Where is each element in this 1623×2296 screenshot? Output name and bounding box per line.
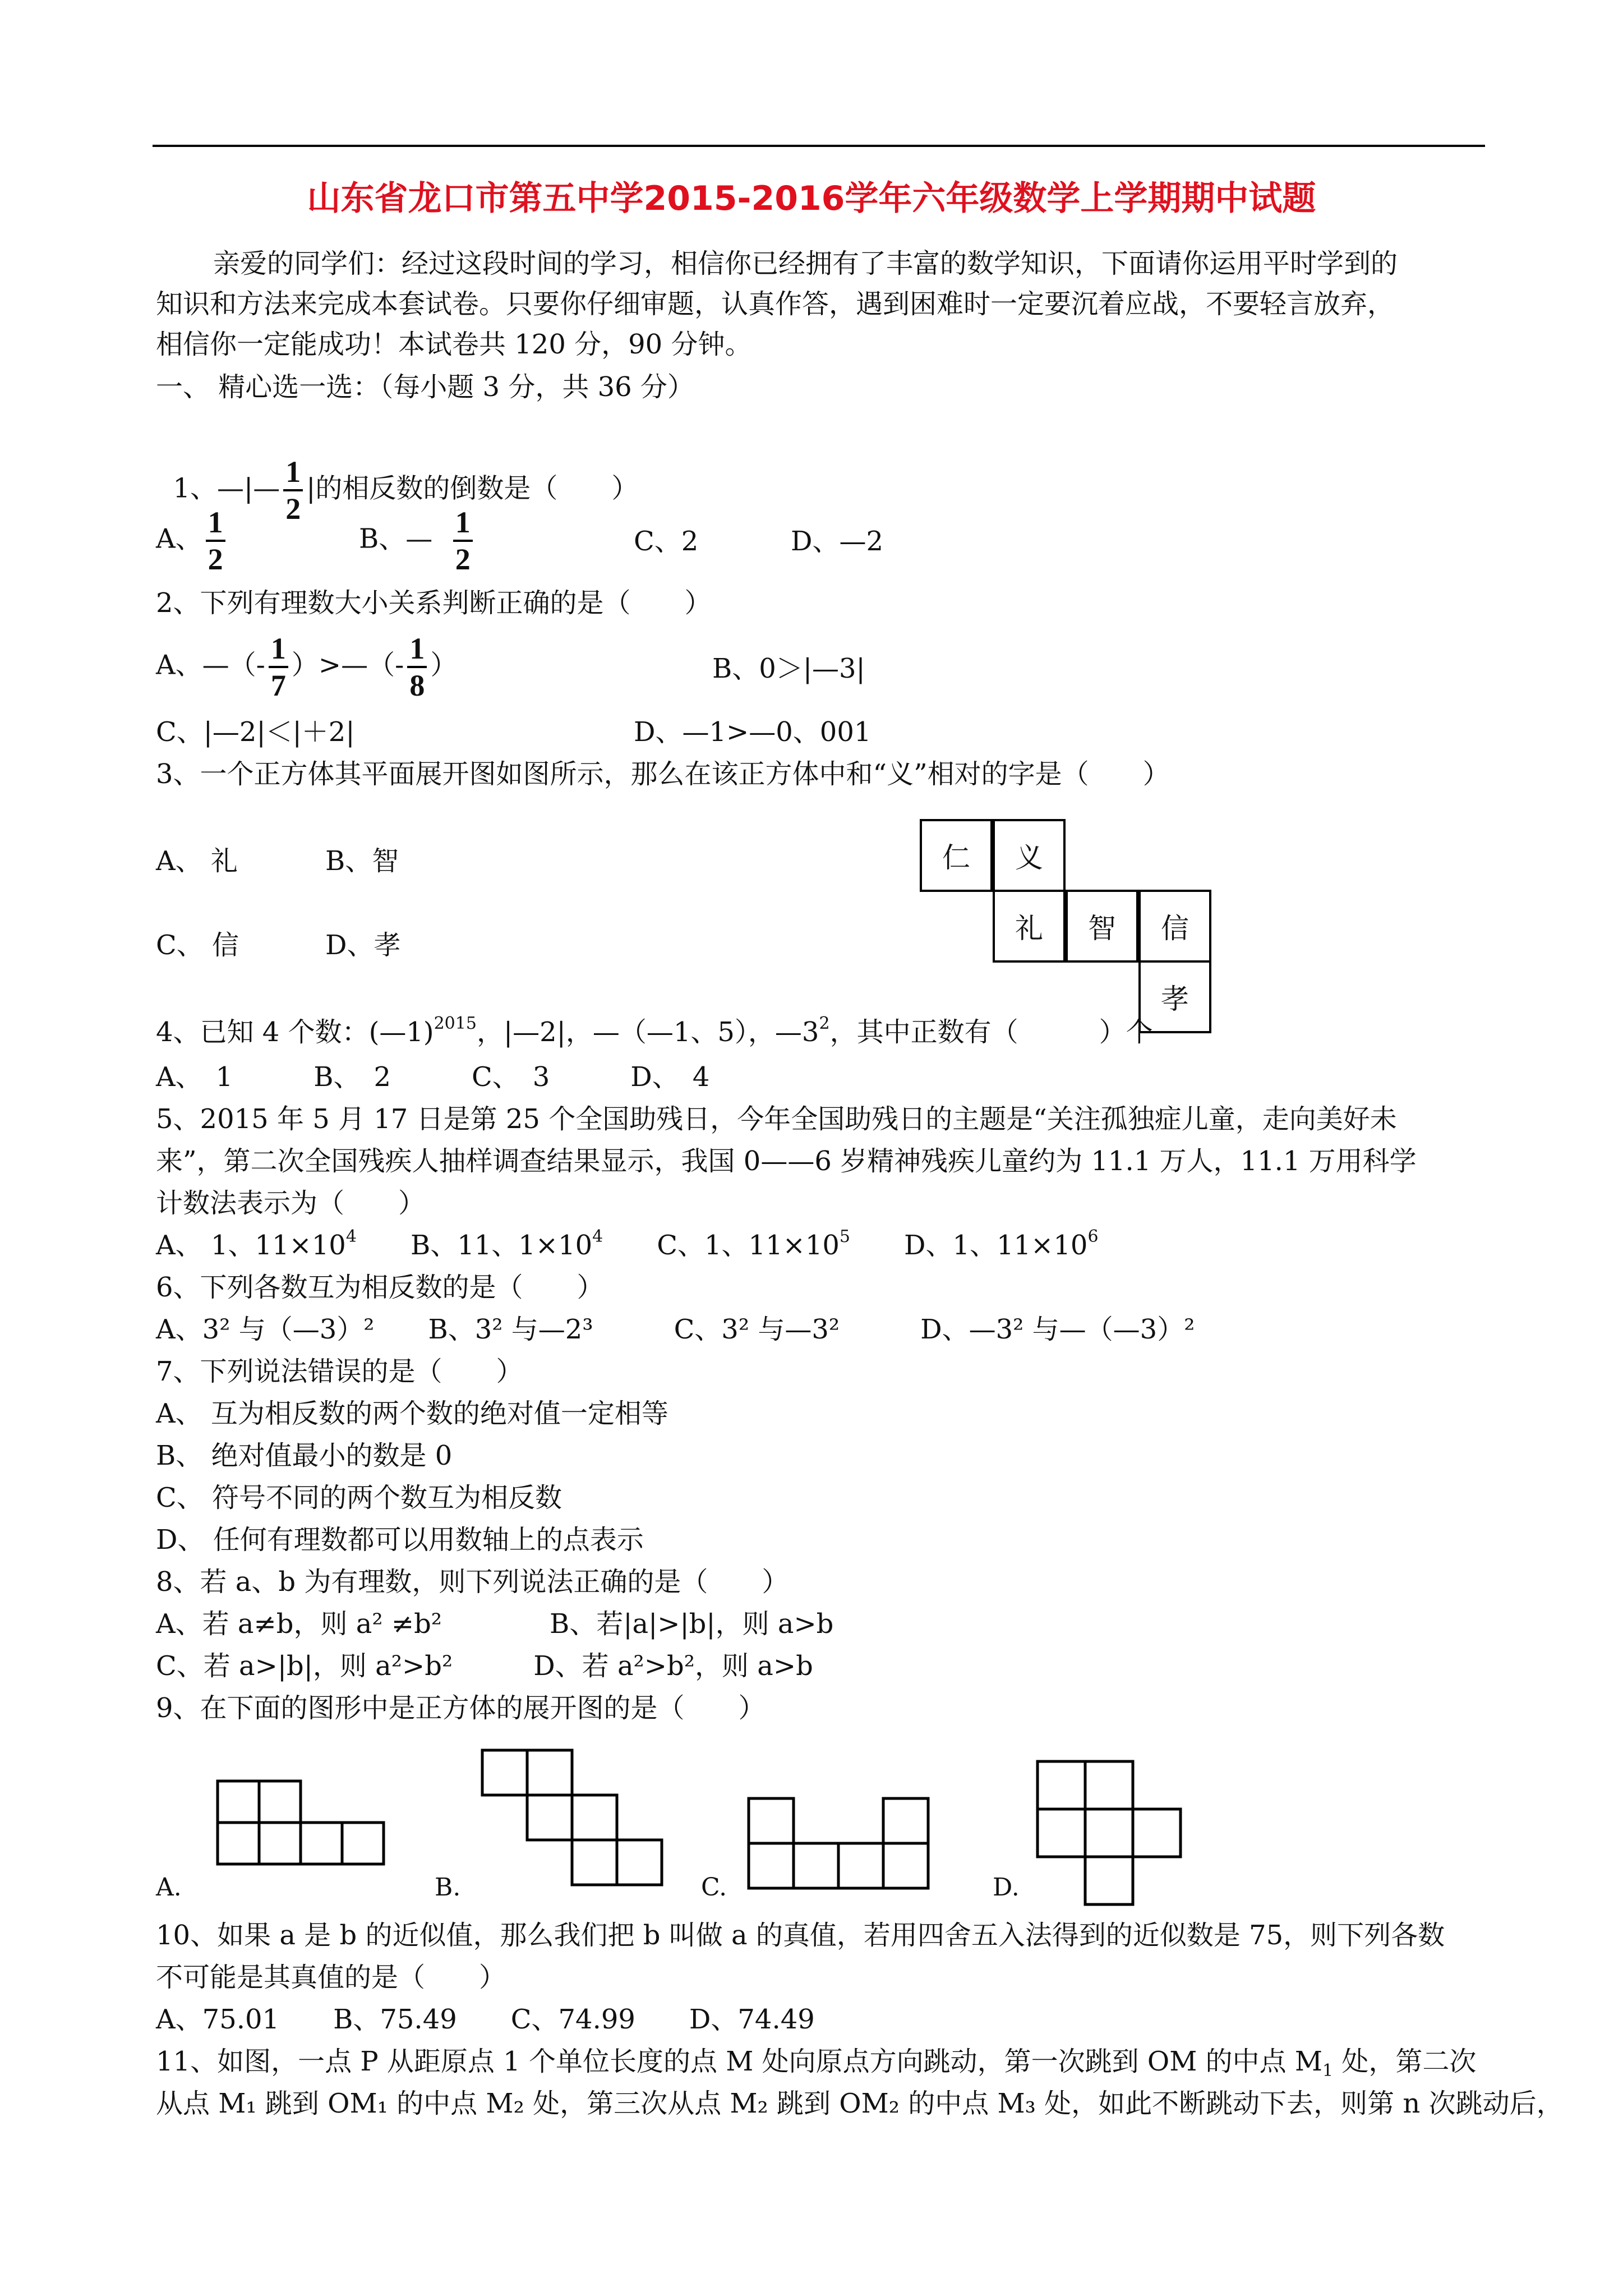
question-5-line-3: 计数法表示为（ ）	[156, 1188, 426, 1219]
question-9: 9、在下面的图形中是正方体的展开图的是（ ）	[156, 1692, 766, 1724]
net-cell-xiao: 孝	[1138, 960, 1211, 1033]
question-5-line-1: 5、2015 年 5 月 17 日是第 25 个全国助残日，今年全国助残日的主题是“关注孤独症儿童，走向美好未	[156, 1103, 1397, 1135]
intro-line-1: 亲爱的同学们：经过这段时间的学习，相信你已经拥有了丰富的数学知识，下面请你运用平时学到的	[213, 248, 1398, 279]
q7-option-d: D、 任何有理数都可以用数轴上的点表示	[156, 1524, 644, 1556]
q3-option-a: A、 礼	[156, 845, 238, 877]
question-3: 3、一个正方体其平面展开图如图所示，那么在该正方体中和“义”相对的字是（ ）	[156, 758, 1170, 790]
section-heading: 一、 精心选一选：（每小题 3 分，共 36 分）	[156, 371, 694, 403]
net-cell-ren: 仁	[920, 819, 993, 892]
q7-option-c: C、 符号不同的两个数互为相反数	[156, 1482, 562, 1513]
q4-options: A、 1 B、 2 C、 3 D、 4	[156, 1061, 710, 1093]
q3-option-b: B、智	[325, 845, 399, 877]
q5-options: A、 1、$11\times 10^4$ B、11、$1\times 10^4$ C、1、$11\times 10^5$ D、1、$11\times 10^6$	[156, 1227, 1099, 1261]
question-4: 4、已知 4 个数：(—1)$^{2015}$，|—2|，—（—1、5），$—3^2$，其中正数有（ ）个	[156, 1014, 1153, 1048]
q2-option-c: C、|—2|＜|＋2|	[156, 716, 355, 748]
q3-option-c: C、 信	[156, 930, 239, 961]
q9-label-a: A.	[156, 1873, 182, 1902]
question-7: 7、下列说法错误的是（ ）	[156, 1356, 523, 1387]
net-c	[749, 1798, 928, 1888]
q7-option-a: A、 互为相反数的两个数的绝对值一定相等	[156, 1398, 668, 1429]
q9-label-d: D.	[993, 1873, 1020, 1902]
q8-options-cd: C、若 a>|b|，则 a²>b² D、若 a²>b²，则 a>b	[156, 1650, 813, 1682]
intro-line-3: 相信你一定能成功！本试卷共 120 分，90 分钟。	[156, 329, 752, 360]
net-cell-xin: 信	[1138, 890, 1211, 963]
q1-option-b: B、— $\frac{1}{2}$	[359, 505, 476, 577]
q7-option-b: B、 绝对值最小的数是 0	[156, 1440, 453, 1471]
question-11-line-2: 从点 M₁ 跳到 OM₁ 的中点 M₂ 处，第三次从点 M₂ 跳到 OM₂ 的中点 M₃ 处，如此不断跳动下去，则第 n 次跳动后，	[156, 2088, 1564, 2119]
q1-option-a: A、 $\frac{1}{2}$	[156, 505, 229, 577]
q2-option-a: A、—（- $\frac{1}{7}$ ）>—（- $\frac{1}{8}$ ）	[156, 632, 458, 702]
q2-option-d: D、—1>—0、001	[634, 716, 872, 748]
q9-label-c: C.	[701, 1873, 727, 1902]
question-6: 6、下列各数互为相反数的是（ ）	[156, 1272, 604, 1303]
exam-title: 山东省龙口市第五中学2015-2016学年六年级数学上学期期中试题	[307, 179, 1316, 218]
q1-suffix: |的相反数的倒数是（ ）	[306, 472, 639, 504]
question-10-line-1: 10、如果 a 是 b 的近似值，那么我们把 b 叫做 a 的真值，若用四舍五入法得到的近似数是 75，则下列各数	[156, 1920, 1445, 1951]
q10-options: A、75.01 B、75.49 C、74.99 D、74.49	[156, 2004, 815, 2035]
question-10-line-2: 不可能是其真值的是（ ）	[156, 1962, 506, 1993]
q1-fraction: $\frac{1}{2}$	[283, 454, 303, 526]
net-a	[218, 1781, 384, 1864]
net-cell-li: 礼	[993, 890, 1066, 963]
q1-prefix: 1、—|—	[173, 472, 280, 504]
q1-option-c: C、2	[634, 526, 699, 557]
net-d	[1038, 1761, 1181, 1904]
q1-option-d: D、—2	[791, 526, 884, 557]
question-11-line-1: 11、如图，一点 P 从距原点 1 个单位长度的点 M 处向原点方向跳动，第一次跳到 OM 的中点 $M_1$ 处，第二次	[156, 2046, 1477, 2081]
q2-option-b: B、0＞|—3|	[712, 653, 865, 684]
q9-label-b: B.	[435, 1873, 461, 1902]
net-b	[482, 1750, 662, 1885]
q6-options: A、3² 与（—3）² B、3² 与—2³ C、3² 与—3² D、—3² 与—（—3）²	[156, 1314, 1195, 1345]
question-8: 8、若 a、b 为有理数，则下列说法正确的是（ ）	[156, 1566, 789, 1598]
intro-line-2: 知识和方法来完成本套试卷。只要你仔细审题，认真作答，遇到困难时一定要沉着应战，不要轻言放弃，	[156, 288, 1395, 320]
net-cell-zhi: 智	[1066, 890, 1138, 963]
question-5-line-2: 来”，第二次全国残疾人抽样调查结果显示，我国 0——6 岁精神残疾儿童约为 11.1 万人，11.1 万用科学	[156, 1145, 1417, 1177]
q8-options-ab: A、若 a≠b，则 a² ≠b² B、若|a|>|b|，则 a>b	[156, 1608, 834, 1640]
question-2: 2、下列有理数大小关系判断正确的是（ ）	[156, 587, 712, 619]
net-cell-yi: 义	[993, 819, 1066, 892]
q3-option-d: D、孝	[325, 930, 401, 961]
